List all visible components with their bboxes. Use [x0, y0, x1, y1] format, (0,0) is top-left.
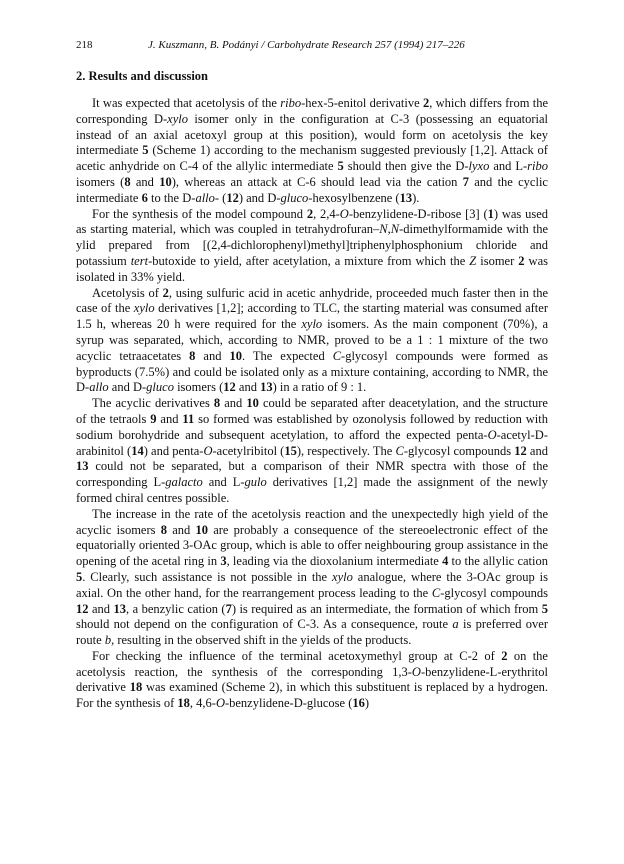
paragraph-5: The increase in the rate of the acetolysis reaction and the unexpectedly high yield of the acyclic isomers 8 and 10 are probably a consequence of the stereoelectronic effect of the equatorially oriented 3-OAc group, which is able to offer neighbouring group assistance in the opening of the acetal ring in 3, leading via the dioxolanium intermediate 4 to the allylic cation 5. Clearly, such assistance is not possible in the xylo analogue, where the 3-OAc group is axial. On the other hand, for the rearrangement process leading to the C-glycosyl compounds 12 and 13, a benzylic cation (7) is required as an intermediate, the formation of which from 5 should not depend on the configuration of C-3. As a consequence, route a is preferred over route b, resulting in the observed shift in the yields of the products.	[76, 506, 549, 648]
section-heading: 2. Results and discussion	[76, 69, 208, 83]
paragraph-2: For the synthesis of the model compound 2, 2,4-O-benzylidene-D-ribose [3] (1) was used as starting material, which was coupled in tetrahydrofuran–N,N-dimethylformamide with the ylid prepared from [(2,4-dichlorophenyl)methyl]triphenylphosphonium chloride and potassium tert-butoxide to yield, after acetylation, a mixture from which the Z isomer 2 was isolated in 33% yield.	[76, 206, 548, 284]
page-number: 218	[76, 39, 93, 51]
paragraph-4: The acyclic derivatives 8 and 10 could be separated after deacetylation, and the structure of the tetraols 9 and 11 so formed was established by ozonolysis followed by reduction with sodium borohydride and subsequent acetylation, to afford the expected penta-O-acetyl-D-arabinitol (14) and penta-O-acetylribitol (15), respectively. The C-glycosyl compounds 12 and 13 could not be separated, but a comparison of their NMR spectra with those of the corresponding L-galacto and L-gulo derivatives [1,2] made the assignment of the newly formed chiral centres possible.	[76, 396, 548, 505]
paragraph-1: It was expected that acetolysis of the ribo-hex-5-enitol derivative 2, which differs from the corresponding D-xylo isomer only in the configuration at C-3 (possessing an equatorial instead of an axial acetoxyl group at this position), would form on acetolysis the key intermediate 5 (Scheme 1) according to the mechanism suggested previously [1,2]. Attack of acetic anhydride on C-4 of the allylic intermediate 5 should then give the D-lyxo and L-ribo isomers (8 and 10), whereas an attack at C-6 should lead via the cation 7 and the cyclic intermediate 6 to the D-allo- (12) and D-gluco-hexosylbenzene (13).	[76, 96, 549, 205]
paragraph-6: For checking the influence of the terminal acetoxymethyl group at C-2 of 2 on the acetolysis reaction, the synthesis of the corresponding 1,3-O-benzylidene-L-erythritol derivative 18 was examined (Scheme 2), in which this substituent is replaced by a hydrogen. For the synthesis of 18, 4,6-O-benzylidene-D-glucose (16)	[76, 648, 548, 711]
paragraph-3: Acetolysis of 2, using sulfuric acid in acetic anhydride, proceeded much faster then in the case of the xylo derivatives [1,2]; according to TLC, the starting material was consumed after 1.5 h, whereas 20 h were required for the xylo isomers. As the main component (70%), a syrup was separated, which, according to NMR, proved to be a 1 : 1 mixture of the two acyclic tetraacetates 8 and 10. The expected C-glycosyl compounds were formed as byproducts (7.5%) and could be isolated only as a mixture containing, according to NMR, the D-allo and D-gluco isomers (12 and 13) in a ratio of 9 : 1.	[76, 285, 548, 395]
body-text	[76, 96, 548, 712]
running-head: J. Kuszmann, B. Podányi / Carbohydrate Research 257 (1994) 217–226	[148, 39, 465, 51]
